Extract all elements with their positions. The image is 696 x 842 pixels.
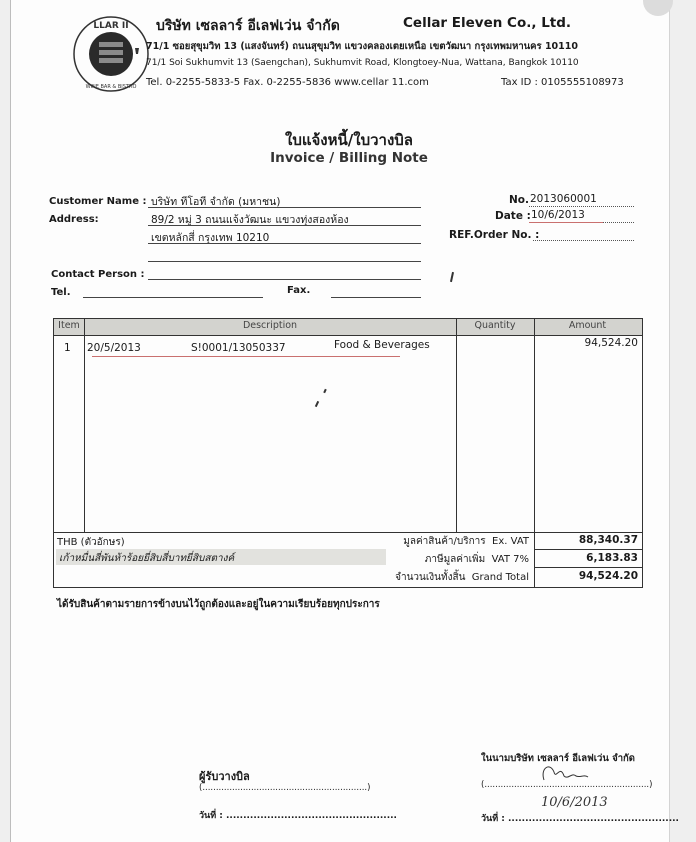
corner-button[interactable] — [643, 0, 673, 16]
title-en: Invoice / Billing Note — [270, 150, 428, 166]
issuer-date-line: วันที่ : .................................................. — [481, 814, 679, 824]
header-amount: Amount — [568, 320, 607, 331]
company-address-th: 71/1 ซอยสุขุมวิท 13 (แสงจันทร์) ถนนสุขุมวิท แขวงคลองเตยเหนือ เขตวัฒนา กรุงเทพมหานคร 10110 — [146, 41, 578, 52]
date-value: 10/6/2013 — [531, 209, 585, 221]
tax-id: Tax ID : 0105555108973 — [501, 77, 624, 88]
address-label: Address: — [49, 214, 99, 225]
receiver-signature-line: (.............................................................) — [199, 783, 371, 793]
company-contact: Tel. 0-2255-5833-5 Fax. 0-2255-5836 www.cellar 11.com — [146, 77, 429, 88]
company-logo — [71, 14, 151, 94]
amount-words-label: THB (ตัวอักษร) — [57, 537, 125, 548]
customer-name-value: บริษัท ทีโอที จำกัด (มหาชน) — [151, 196, 281, 208]
address-line-1: 89/2 หมู่ 3 ถนนแจ้งวัฒนะ แขวงทุ่งสองห้อง — [151, 214, 349, 226]
svg-text:WINE BAR & BISTRO: WINE BAR & BISTRO — [85, 84, 137, 90]
contact-person-label: Contact Person : — [51, 269, 145, 280]
summary-grand-total-label — [384, 570, 529, 585]
row-amount: 94,524.20 — [584, 337, 638, 349]
grand-total-label-th: จำนวนเงินทั้งสิ้น — [395, 572, 466, 583]
totals-area — [54, 532, 642, 588]
summary-vat-label — [384, 552, 529, 567]
svg-text:LLAR II: LLAR II — [93, 21, 129, 31]
row-ref: S!0001/13050337 — [191, 342, 286, 354]
row-description: Food & Beverages — [334, 339, 430, 351]
title-th: ใบแจ้งหนี้/ใบวางบิล — [285, 131, 413, 149]
ex-vat-label-en: Ex. VAT — [492, 536, 529, 547]
vat-label-th: ภาษีมูลค่าเพิ่ม — [424, 554, 486, 565]
amount-words-value: เก้าหมื่นสี่พันห้าร้อยยี่สิบสี่บาทยี่สิบสตางค์ — [59, 553, 235, 564]
row-item: 1 — [64, 342, 71, 354]
customer-name-label: Customer Name : — [49, 196, 147, 207]
tel-label: Tel. — [51, 287, 71, 298]
items-table — [53, 318, 643, 588]
company-name-en: Cellar Eleven Co., Ltd. — [403, 15, 572, 31]
ex-vat-label-th: มูลค่าสินค้า/บริการ — [403, 536, 486, 547]
summary-ex-vat-label — [384, 534, 529, 549]
vat-value: 6,183.83 — [586, 552, 638, 564]
grand-total-value: 94,524.20 — [578, 570, 638, 582]
table-header — [54, 319, 642, 336]
company-address-en: 71/1 Soi Sukhumvit 13 (Saengchan), Sukhumvit Road, Klongtoey-Nua, Wattana, Bangkok 10110 — [146, 58, 579, 68]
invoice-no-value: 2013060001 — [530, 193, 597, 205]
ref-order-label: REF.Order No. : — [449, 229, 540, 241]
receiver-date-line: วันที่ : .................................................. — [199, 811, 397, 821]
header-quantity: Quantity — [474, 320, 516, 331]
header-description: Description — [242, 320, 298, 331]
date-label: Date : — [495, 210, 531, 222]
invoice-no-label: No. — [509, 194, 529, 206]
header-item: Item — [58, 320, 80, 331]
address-line-2: เขตหลักสี่ กรุงเทพ 10210 — [151, 232, 270, 244]
issuer-label: ในนามบริษัท เซลลาร์ อีเลฟเว่น จำกัด — [481, 753, 635, 764]
acknowledgement-text: ได้รับสินค้าตามรายการข้างบนไว้ถูกต้องและอยู่ในความเรียบร้อยทุกประการ — [57, 599, 380, 610]
vat-label-en: VAT 7% — [491, 554, 529, 565]
row-date: 20/5/2013 — [87, 342, 141, 354]
issuer-signature-line: (.............................................................) — [481, 780, 653, 790]
issuer-date-handwritten: 10/6/2013 — [541, 795, 608, 810]
fax-label: Fax. — [287, 285, 311, 296]
grand-total-label-en: Grand Total — [471, 572, 529, 583]
company-name-th: บริษัท เซลลาร์ อีเลฟเว่น จำกัด — [156, 18, 340, 34]
document-page — [10, 0, 679, 842]
ex-vat-value: 88,340.37 — [578, 534, 638, 546]
receiver-label: ผู้รับวางบิล — [199, 770, 250, 783]
